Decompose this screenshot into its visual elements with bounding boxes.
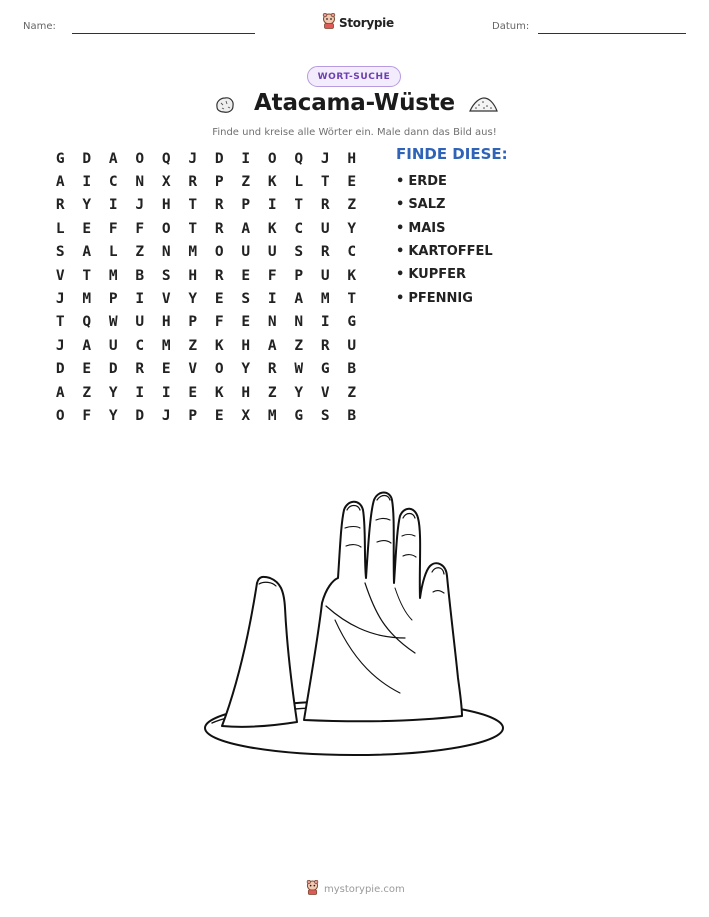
grid-letter[interactable]: K [214,384,224,401]
grid-letter[interactable]: C [135,337,145,354]
grid-letter[interactable]: K [214,337,224,354]
grid-letter[interactable]: G [55,150,65,167]
grid-row [47,170,365,193]
grid-letter[interactable]: R [320,337,330,354]
grid-letter[interactable]: G [347,314,357,331]
grid-letter[interactable]: P [241,197,251,214]
grid-letter[interactable]: J [161,407,171,424]
grid-row [47,264,365,287]
grid-letter[interactable]: T [188,197,198,214]
grid-letter[interactable]: P [188,407,198,424]
storypie-mascot-icon [306,880,319,899]
grid-letter[interactable]: N [135,174,145,191]
word-text: KARTOFFEL [408,244,493,260]
grid-letter[interactable]: S [161,267,171,284]
grid-letter[interactable]: Q [82,314,92,331]
grid-letter[interactable]: A [108,150,118,167]
grid-letter[interactable]: Q [161,150,171,167]
grid-letter[interactable]: R [320,197,330,214]
word-text: SALZ [408,197,446,213]
grid-letter[interactable]: Y [241,361,251,378]
grid-letter[interactable]: P [214,174,224,191]
grid-letter[interactable]: F [108,220,118,237]
instructions: Finde und kreise alle Wörter ein. Male dann das Bild aus! [212,127,497,138]
grid-letter[interactable]: F [135,220,145,237]
bullet: • [396,220,405,236]
grid-letter[interactable]: D [214,150,224,167]
worksheet-type-badge: WORT-SUCHE [307,66,401,87]
grid-letter[interactable]: E [347,174,357,191]
grid-letter[interactable]: D [108,361,118,378]
grid-letter[interactable]: U [320,220,330,237]
word-text: MAIS [408,220,446,236]
grid-letter[interactable]: Z [347,197,357,214]
word-list-item [396,170,493,193]
grid-letter[interactable]: G [320,361,330,378]
bullet: • [396,244,405,260]
grid-letter[interactable]: U [241,244,251,261]
grid-letter[interactable]: Y [108,407,118,424]
grid-letter[interactable]: T [82,267,92,284]
grid-letter[interactable]: R [214,220,224,237]
grid-letter[interactable]: Z [294,337,304,354]
grid-letter[interactable]: I [135,384,145,401]
grid-letter[interactable]: J [135,197,145,214]
grid-letter[interactable]: I [135,291,145,308]
grid-letter[interactable]: S [320,407,330,424]
grid-letter[interactable]: H [241,384,251,401]
grid-row [47,287,365,310]
word-list-item [396,240,493,263]
grid-letter[interactable]: Z [82,384,92,401]
grid-letter[interactable]: U [267,244,277,261]
name-line[interactable] [72,33,255,34]
grid-letter[interactable]: F [267,267,277,284]
grid-letter[interactable]: A [267,337,277,354]
grid-letter[interactable]: H [188,267,198,284]
grid-letter[interactable]: Z [347,384,357,401]
grid-letter[interactable]: A [241,220,251,237]
date-label: Datum: [492,21,530,32]
grid-letter[interactable]: T [55,314,65,331]
grid-row [47,381,365,404]
grid-letter[interactable]: A [294,291,304,308]
grid-letter[interactable]: V [55,267,65,284]
word-list-item [396,263,493,286]
grid-letter[interactable]: E [241,267,251,284]
grid-letter[interactable]: I [161,384,171,401]
grid-letter[interactable]: S [294,244,304,261]
grid-letter[interactable]: X [241,407,251,424]
grid-letter[interactable]: K [267,220,277,237]
grid-letter[interactable]: A [82,244,92,261]
grid-letter[interactable]: U [135,314,145,331]
grid-letter[interactable]: E [214,407,224,424]
grid-letter[interactable]: A [55,384,65,401]
hand-rock-formation-illustration[interactable] [200,488,510,767]
grid-letter[interactable]: H [161,314,171,331]
grid-letter[interactable]: T [320,174,330,191]
grid-letter[interactable]: D [82,150,92,167]
grid-letter[interactable]: E [188,384,198,401]
name-label: Name: [23,21,56,32]
grid-letter[interactable]: Z [135,244,145,261]
grid-letter[interactable]: O [214,244,224,261]
grid-letter[interactable]: M [82,291,92,308]
grid-letter[interactable]: J [55,291,65,308]
footer-url: mystorypie.com [324,884,405,895]
grid-letter[interactable]: K [267,174,277,191]
brand-name: Storypie [339,16,394,30]
grid-letter[interactable]: E [82,361,92,378]
grid-letter[interactable]: I [241,150,251,167]
grid-letter[interactable]: O [214,361,224,378]
grid-letter[interactable]: O [55,407,65,424]
grid-letter[interactable]: D [55,361,65,378]
grid-letter[interactable]: G [294,407,304,424]
grid-letter[interactable]: H [347,150,357,167]
grid-row [47,404,365,427]
grid-letter[interactable]: O [161,220,171,237]
grid-letter[interactable]: H [241,337,251,354]
grid-letter[interactable]: I [82,174,92,191]
bullet: • [396,197,405,213]
grid-letter[interactable]: C [347,244,357,261]
grid-letter[interactable]: U [108,337,118,354]
word-text: PFENNIG [408,290,473,306]
grid-letter[interactable]: R [214,267,224,284]
grid-letter[interactable]: Y [108,384,118,401]
grid-letter[interactable]: I [108,197,118,214]
grid-letter[interactable]: U [320,267,330,284]
grid-row [47,358,365,381]
grid-letter[interactable]: R [55,197,65,214]
grid-letter[interactable]: J [188,150,198,167]
sand-pile-icon [469,96,498,118]
grid-letter[interactable]: W [108,314,118,331]
storypie-mascot-icon [322,13,336,33]
grid-letter[interactable]: L [55,220,65,237]
grid-letter[interactable]: V [161,291,171,308]
grid-letter[interactable]: N [161,244,171,261]
word-list [396,170,493,310]
grid-letter[interactable]: I [267,291,277,308]
grid-letter[interactable]: S [55,244,65,261]
grid-letter[interactable]: I [320,314,330,331]
grid-letter[interactable]: E [161,361,171,378]
grid-letter[interactable]: R [267,361,277,378]
page-title: Atacama-Wüste [254,90,455,116]
grid-letter[interactable]: S [241,291,251,308]
grid-row [47,147,365,170]
word-list-item [396,217,493,240]
grid-letter[interactable]: Z [267,384,277,401]
grid-letter[interactable]: D [135,407,145,424]
grid-letter[interactable]: T [347,291,357,308]
grid-letter[interactable]: T [294,197,304,214]
grid-letter[interactable]: P [294,267,304,284]
grid-letter[interactable]: E [214,291,224,308]
grid-letter[interactable]: I [267,197,277,214]
grid-letter[interactable]: W [294,361,304,378]
word-text: ERDE [408,174,447,190]
bullet: • [396,174,405,190]
word-list-item [396,193,493,216]
grid-letter[interactable]: E [241,314,251,331]
grid-letter[interactable]: O [135,150,145,167]
word-text: KUPFER [408,267,467,283]
grid-letter[interactable]: M [161,337,171,354]
grid-letter[interactable]: Y [188,291,198,308]
word-list-title: FINDE DIESE: [396,145,508,163]
grid-letter[interactable]: Y [82,197,92,214]
grid-letter[interactable]: B [347,361,357,378]
grid-letter[interactable]: E [82,220,92,237]
grid-letter[interactable]: T [188,220,198,237]
grid-letter[interactable]: Z [241,174,251,191]
grid-letter[interactable]: N [267,314,277,331]
grid-letter[interactable]: U [347,337,357,354]
grid-letter[interactable]: V [320,384,330,401]
grid-letter[interactable]: A [55,174,65,191]
bullet: • [396,290,405,306]
grid-row [47,217,365,240]
grid-letter[interactable]: Y [347,220,357,237]
grid-letter[interactable]: R [320,244,330,261]
grid-row [47,311,365,334]
grid-letter[interactable]: K [347,267,357,284]
grid-letter[interactable]: C [294,220,304,237]
grid-letter[interactable]: A [82,337,92,354]
grid-letter[interactable]: X [161,174,171,191]
grid-letter[interactable]: L [108,244,118,261]
grid-letter[interactable]: L [294,174,304,191]
word-list-item [396,286,493,309]
grid-letter[interactable]: J [320,150,330,167]
grid-letter[interactable]: F [82,407,92,424]
grid-letter[interactable]: R [188,174,198,191]
grid-letter[interactable]: M [188,244,198,261]
date-line[interactable] [538,33,686,34]
grid-letter[interactable]: P [108,291,118,308]
grid-letter[interactable]: F [214,314,224,331]
grid-row [47,334,365,357]
grid-letter[interactable]: H [161,197,171,214]
grid-letter[interactable]: V [188,361,198,378]
grid-letter[interactable]: Z [188,337,198,354]
grid-letter[interactable]: R [135,361,145,378]
grid-letter[interactable]: J [55,337,65,354]
grid-row [47,241,365,264]
grid-letter[interactable]: M [320,291,330,308]
grid-letter[interactable]: P [188,314,198,331]
grid-letter[interactable]: N [294,314,304,331]
grid-row [47,194,365,217]
grid-letter[interactable]: O [267,150,277,167]
grid-letter[interactable]: C [108,174,118,191]
grid-letter[interactable]: Q [294,150,304,167]
letter-grid [47,147,365,428]
footer [306,880,405,899]
grid-letter[interactable]: B [135,267,145,284]
grid-letter[interactable]: B [347,407,357,424]
bullet: • [396,267,405,283]
grid-letter[interactable]: M [267,407,277,424]
brand-logo [322,13,394,33]
grid-letter[interactable]: M [108,267,118,284]
grid-letter[interactable]: Y [294,384,304,401]
grid-letter[interactable]: R [214,197,224,214]
